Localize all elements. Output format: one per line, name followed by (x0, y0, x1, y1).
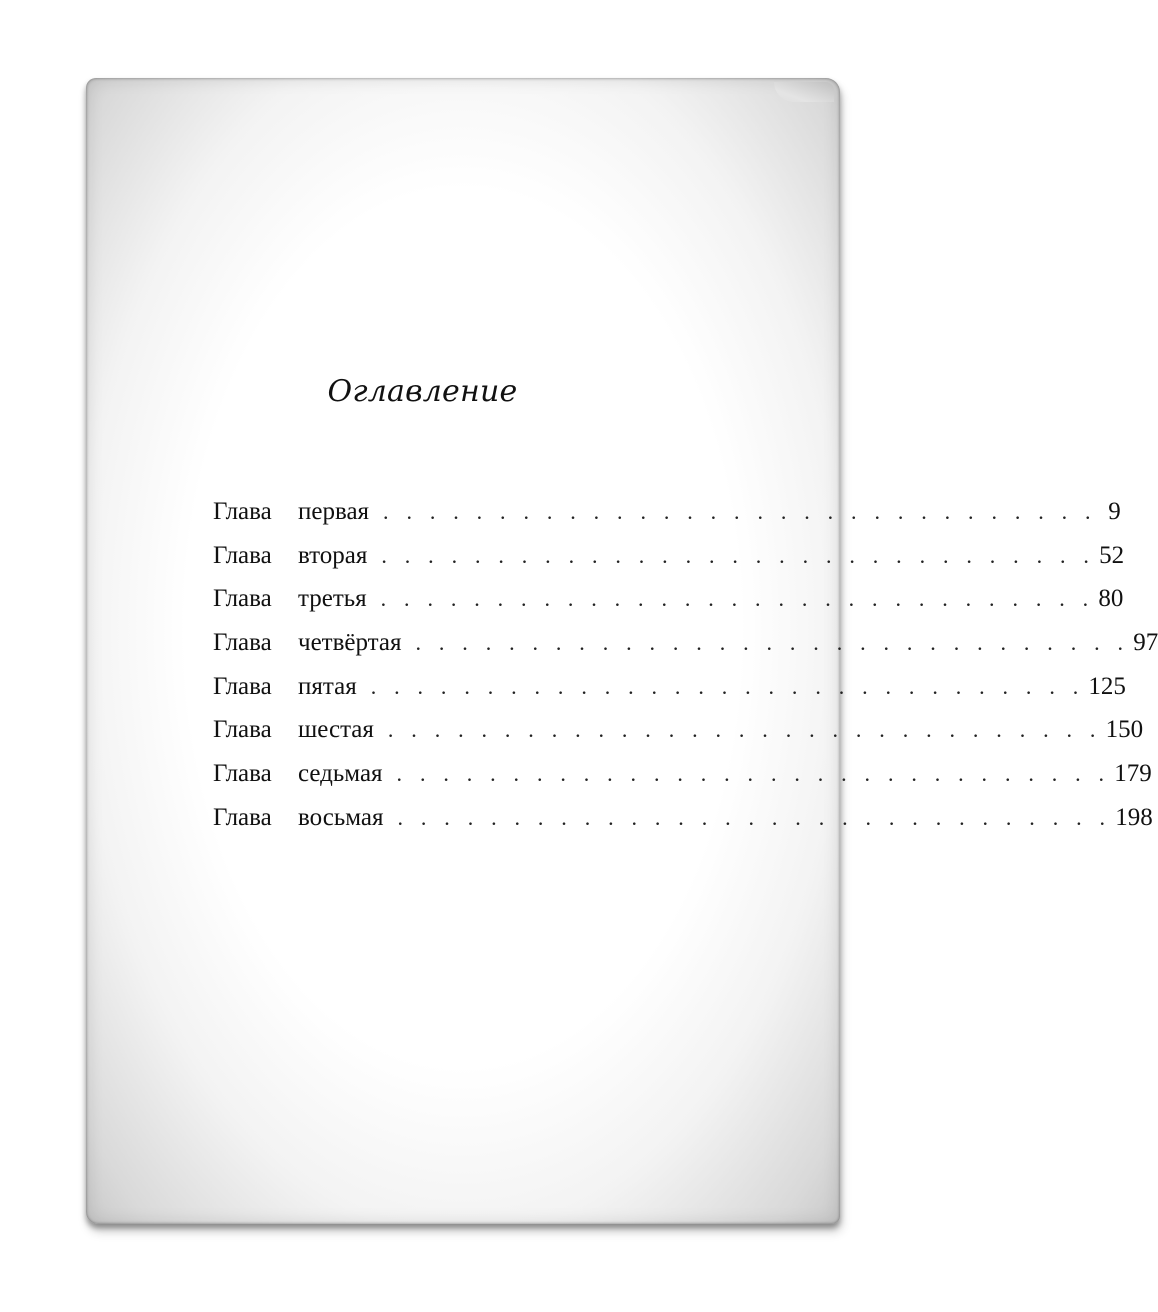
dot-leader: . . . . . . . . . . . . . . . . . . . . . . . . . . . . . . . (397, 804, 1112, 830)
chapter-name: вторая (298, 541, 368, 569)
chapter-word: Глава (213, 585, 272, 613)
page-number: 125 (1088, 672, 1126, 700)
toc-entry[interactable] (213, 621, 1158, 665)
page-title: Оглавление (327, 374, 518, 409)
chapter-name: третья (298, 585, 367, 613)
chapter-name: четвёртая (298, 629, 402, 657)
chapter-word: Глава (213, 498, 272, 525)
dot-leader: . . . . . . . . . . . . . . . . . . . . . . . . . . . . . . . (387, 717, 1102, 743)
chapter-word: Глава (213, 629, 272, 657)
dot-leader: . . . . . . . . . . . . . . . . . . . . . . . . . . . . . . . (380, 586, 1095, 612)
toc-entry[interactable] (213, 752, 1152, 796)
chapter-word: Глава (213, 716, 272, 744)
chapter-word: Глава (213, 760, 272, 788)
table-of-contents (213, 490, 1158, 840)
chapter-word: Глава (213, 541, 272, 569)
page-number: 198 (1115, 803, 1153, 831)
chapter-name: первая (298, 498, 370, 525)
dot-leader: . . . . . . . . . . . . . . . . . . . . . . . . . . . . . . . (381, 542, 1096, 568)
chapter-name: шестая (298, 716, 374, 744)
toc-entry[interactable] (213, 665, 1126, 709)
chapter-word: Глава (213, 672, 272, 700)
page-number: 150 (1105, 716, 1144, 744)
chapter-word: Глава (213, 803, 272, 831)
page-number: 52 (1099, 541, 1125, 569)
dot-leader: . . . . . . . . . . . . . . . . . . . . . . . . . . . . . . . (396, 761, 1111, 787)
toc-entry[interactable] (213, 490, 1121, 534)
torn-corner (774, 82, 834, 102)
chapter-name: пятая (298, 672, 357, 700)
chapter-name: восьмая (298, 803, 384, 831)
page-number: 80 (1098, 585, 1124, 613)
toc-entry[interactable] (213, 708, 1144, 752)
dot-leader: . . . . . . . . . . . . . . . . . . . . . . . . . . . . . . . (415, 630, 1130, 656)
dot-leader: . . . . . . . . . . . . . . . . . . . . . . . . . . . . . . . (383, 499, 1097, 524)
toc-entry[interactable] (213, 577, 1124, 621)
toc-entry[interactable] (213, 796, 1153, 840)
chapter-name: седьмая (298, 760, 383, 788)
toc-entry[interactable] (213, 534, 1125, 578)
page-number: 179 (1114, 760, 1152, 788)
page-number: 9 (1108, 498, 1121, 525)
dot-leader: . . . . . . . . . . . . . . . . . . . . . . . . . . . . . . . (370, 673, 1085, 699)
page-number: 97 (1133, 629, 1158, 657)
